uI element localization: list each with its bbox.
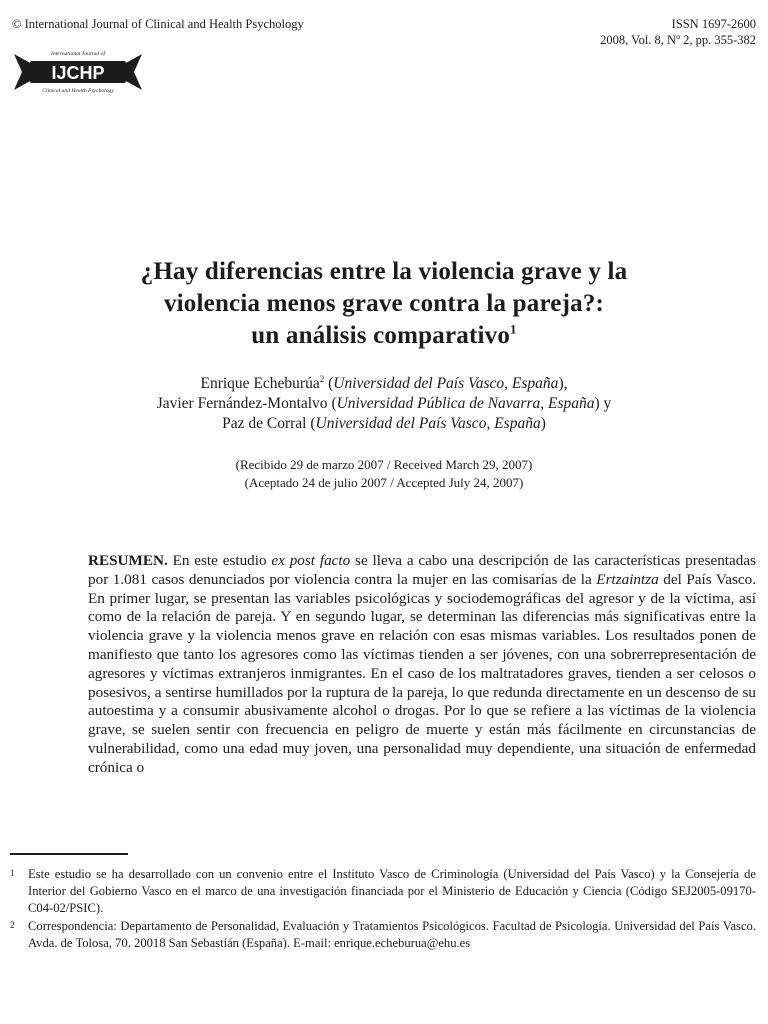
author-2-affiliation: Universidad Pública de Navarra, España	[336, 395, 595, 412]
author-1-footnote-mark: 2	[319, 373, 325, 384]
title-line-3-text: un análisis comparativo	[251, 322, 511, 349]
footnote-1	[10, 866, 756, 917]
issn: ISSN 1697-2600	[671, 17, 756, 31]
journal-name: © International Journal of Clinical and Health Psychology	[12, 17, 304, 31]
logo-top-text: International Journal of	[50, 51, 106, 57]
author-3: Paz de Corral (Universidad del País Vasco, España)	[222, 415, 546, 432]
abstract-text-1: En este estudio	[167, 552, 272, 569]
volume-pages: 2008, Vol. 8, Nº 2, pp. 355-382	[600, 33, 756, 47]
abstract	[88, 552, 756, 778]
logo-bottom-text: Clinical and Health Psychology	[42, 88, 114, 94]
abstract-italic-1: ex post facto	[271, 552, 351, 569]
author-1: Enrique Echeburúa$^2$ (Universidad del País Vasco, España),	[200, 373, 568, 392]
author-2: Javier Fernández-Montalvo (Universidad Pública de Navarra, España) y	[156, 395, 612, 412]
author-2-name: Javier Fernández-Montalvo	[156, 395, 328, 412]
logo-acronym: IJCHP	[51, 63, 105, 83]
author-3-name: Paz de Corral	[222, 415, 307, 432]
journal-issue-info	[600, 16, 756, 48]
submission-dates	[0, 456, 768, 492]
title-line-2: violencia menos grave contra la pareja?:	[163, 290, 605, 317]
title-footnote-mark: 1	[510, 321, 517, 337]
abstract-italic-2: Ertzaintza	[596, 570, 659, 588]
footnote-divider	[10, 853, 128, 855]
author-list	[0, 374, 768, 434]
title-line-1: ¿Hay diferencias entre la violencia grave y la	[140, 258, 628, 285]
footnote-1-text: Este estudio se ha desarrollado con un convenio entre el Instituto Vasco de Criminología (Universidad del País Vasco) y la Consejería de Interior del Gobierno Vasco en el marco de una investigación financiada por el Ministerio de Educación y Ciencia (Código SEJ2005-09170-C04-02/PSIC).	[28, 867, 756, 915]
author-3-affiliation: Universidad del País Vasco, España	[315, 415, 541, 432]
abstract-text-2: se lleva a cabo una descripción de las características presentadas por 1.081 casos denunciados por violencia contra la mujer en las comisarías de la	[88, 552, 757, 588]
ijchp-logo	[12, 48, 144, 96]
received-date: (Recibido 29 de marzo 2007 / Received March 29, 2007)	[235, 457, 533, 472]
author-1-affiliation: Universidad del País Vasco, España	[333, 375, 559, 392]
title-line-3	[0, 320, 768, 352]
footnote-2-number: 2	[10, 920, 15, 930]
footnote-2	[10, 918, 756, 952]
abstract-text-3: del País Vasco. En primer lugar, se presentan las variables psicológicas y sociodemográficas del agresor y de la víctima, así como de la relación de pareja. Y en segundo lugar, se determinan las diferencias más significativas entre la violencia grave y la violencia menos grave en relación con esas mismas variables. Los resultados ponen de manifiesto que tanto los agresores como las víctimas tienden a ser jóvenes, con una sobrerrepresentación de agresores y víctimas extranjeros inmigrantes. En el caso de los maltratadores graves, tienden a ser celosos o posesivos, a sentirse humillados por la ruptura de la pareja, lo que redunda directamente en un descenso de su autoestima y a consumir abusivamente alcohol o drogas. Por lo que se refiere a las víctimas de la violencia grave, se suelen sentir con frecuencia en peligro de muerte y están más fácilmente en circunstancias de vulnerabilidad, como una edad muy joven, una personalidad muy dependiente, una situación de enfermedad crónica o	[88, 570, 756, 776]
accepted-date: (Aceptado 24 de julio 2007 / Accepted July 24, 2007)	[244, 475, 524, 490]
footnote-2-text: Correspondencia: Departamento de Personalidad, Evaluación y Tratamientos Psicológicos. Facultad de Psicología. Universidad del País Vasco. Avda. de Tolosa, 70. 20018 San Sebastián (España). E-mail: enrique.echeburua@ehu.es	[28, 919, 756, 950]
footnote-1-number: 1	[10, 868, 15, 878]
article-title	[0, 256, 768, 352]
author-1-name: Enrique Echeburúa	[200, 375, 320, 392]
abstract-label: RESUMEN.	[88, 552, 168, 569]
